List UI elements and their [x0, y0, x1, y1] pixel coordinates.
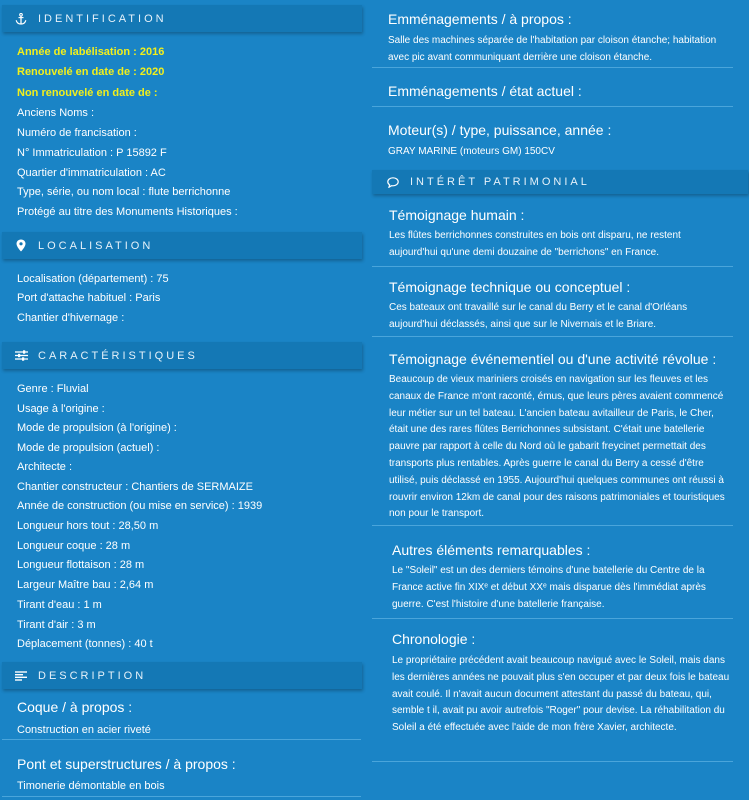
temoignage-humain-text: Les flûtes berrichonnes construites en bois ont disparu, ne restent aujourd'hui qu'une demi douzaine de "berrichons" en France. [389, 230, 681, 258]
section-header-caracteristiques [2, 342, 362, 369]
info-line: Année de construction (ou mise en service) : 1939 [17, 500, 263, 512]
info-line: Longueur flottaison : 28 m [17, 559, 145, 571]
map-pin-icon [14, 239, 28, 253]
info-line: Usage à l'origine : [17, 403, 105, 415]
autres-elements-text: Le "Soleil" est un des derniers témoins d'une batellerie du Centre de la France active fin XIXᵉ et début XXᵉ mais disparue dès l'immédiat après guerre. C'est l'histoire d'une batellerie française. [392, 565, 706, 610]
divider [372, 525, 733, 526]
section-title: INTÉRÊT PATRIMONIAL [410, 176, 590, 188]
divider [372, 618, 733, 619]
info-line: Tirant d'eau : 1 m [17, 599, 102, 611]
info-line: Localisation (département) : 75 [17, 273, 169, 285]
info-line: Architecte : [17, 461, 73, 473]
temoignage-technique-title: Témoignage technique ou conceptuel : [389, 279, 631, 295]
info-line: Déplacement (tonnes) : 40 t [17, 638, 153, 650]
info-line: Mode de propulsion (à l'origine) : [17, 422, 177, 434]
emmenagements-propos-text: Salle des machines séparée de l'habitation par cloison étanche; habitation avec pic avant communiquant derrière une cloison étanche. [388, 35, 717, 63]
section-title: CARACTÉRISTIQUES [38, 349, 198, 362]
section-header-interet-patrimonial [372, 170, 748, 194]
divider [372, 761, 733, 762]
temoignage-evenementiel-text: Beaucoup de vieux mariniers croisés en navigation sur les fleuves et les canaux de France m'ont raconté, émus, que leurs pères avaient commencé leur métier sur un tel bateau. L'ancien bateau avitailleur de Paris, le Cher, était une des rares flûtes Berrichonnes subsistant. C'était une batellerie pauvre par rapport à celle du Nord où le gabarit freycinet permettait des transports plus rentables. Après guerre le canal du Berry a cessé d'être utilisé, puis déclassé en 1955. Aujourd'hui quelques communes ont réussi à rouvrir environ 12km de canal pour des raisons patrimoniales et touristiques non pour le transport. [389, 374, 725, 520]
info-line: Chantier constructeur : Chantiers de SERMAIZE [17, 481, 253, 493]
emmenagements-propos-title: Emménagements / à propos : [388, 11, 572, 27]
divider [2, 796, 361, 797]
chronologie-title: Chronologie : [392, 631, 476, 647]
info-line: Chantier d'hivernage : [17, 312, 125, 324]
moteur-title: Moteur(s) / type, puissance, année : [388, 122, 612, 138]
divider [372, 67, 733, 68]
divider [372, 336, 733, 337]
divider [2, 739, 361, 740]
moteur-text: GRAY MARINE (moteurs GM) 150CV [388, 146, 555, 157]
divider [372, 106, 733, 107]
info-line: Tirant d'air : 3 m [17, 619, 96, 631]
coque-title: Coque / à propos : [17, 699, 133, 715]
info-line: Mode de propulsion (actuel) : [17, 442, 160, 454]
info-line: Largeur Maître bau : 2,64 m [17, 579, 154, 591]
info-line: Port d'attache habituel : Paris [17, 292, 161, 304]
info-line: Protégé au titre des Monuments Historiques : [17, 206, 238, 218]
section-header-localisation [2, 232, 362, 259]
section-title: IDENTIFICATION [38, 12, 167, 25]
pont-text: Timonerie démontable en bois [17, 780, 165, 792]
sliders-icon [14, 349, 28, 363]
pont-title: Pont et superstructures / à propos : [17, 756, 236, 772]
anchor-icon [14, 12, 28, 26]
section-title: LOCALISATION [38, 239, 154, 252]
left-column [0, 0, 370, 800]
temoignage-humain-title: Témoignage humain : [389, 207, 525, 223]
info-line: Quartier d'immatriculation : AC [17, 167, 166, 179]
emmenagements-actuel-title: Emménagements / état actuel : [388, 83, 582, 99]
info-line: Longueur coque : 28 m [17, 540, 131, 552]
chat-bubble-icon [386, 175, 400, 189]
autres-elements-title: Autres éléments remarquables : [392, 542, 591, 558]
info-line: Numéro de francisation : [17, 127, 137, 139]
info-line: Anciens Noms : [17, 107, 95, 119]
renouvele-date: Renouvelé en date de : 2020 [17, 66, 165, 78]
temoignage-evenementiel-title: Témoignage événementiel ou d'une activité révolue : [389, 351, 717, 367]
non-renouvele-date: Non renouvelé en date de : [17, 87, 158, 99]
chronologie-text: Le propriétaire précédent avait beaucoup navigué avec le Soleil, mais dans les dernières années ne pouvait plus s'en occuper et par deux fois le bateau avait coulé. Il n'avait aucun document attestant du passé du bateau, qui, semble t il, avait pu avoir autrefois "Roger" pour devise. La réhabilitation du Soleil a été effectuée avec l'aide de mon frère Xavier, architecte. [392, 655, 730, 734]
annee-labelisation: Année de labélisation : 2016 [17, 46, 165, 58]
right-column [372, 0, 749, 800]
info-line: N° Immatriculation : P 15892 F [17, 147, 167, 159]
info-line: Genre : Fluvial [17, 383, 89, 395]
info-line: Type, série, ou nom local : flute berrichonne [17, 186, 231, 198]
align-left-icon [14, 669, 28, 683]
divider [372, 266, 733, 267]
section-header-identification [2, 5, 362, 32]
info-line: Longueur hors tout : 28,50 m [17, 520, 159, 532]
temoignage-technique-text: Ces bateaux ont travaillé sur le canal du Berry et le canal d'Orléans aujourd'hui déclassés, ainsi que sur le Nivernais et le Briare. [389, 302, 688, 330]
coque-text: Construction en acier riveté [17, 724, 151, 736]
section-header-description [2, 662, 362, 689]
section-title: DESCRIPTION [38, 669, 147, 682]
